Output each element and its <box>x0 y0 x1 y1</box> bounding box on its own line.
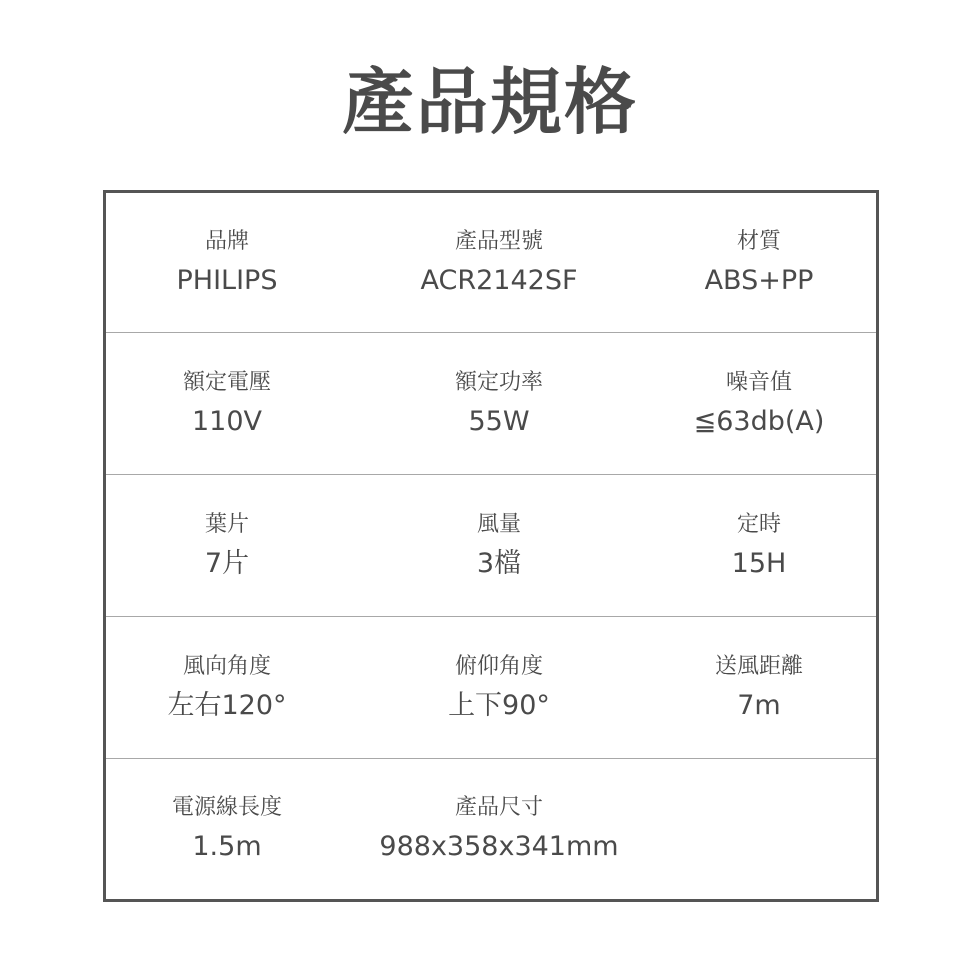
spec-row <box>106 474 876 616</box>
spec-label: 送風距離 <box>714 653 803 679</box>
spec-value: 15H <box>731 547 787 579</box>
spec-value: 左右120° <box>167 689 287 721</box>
spec-row <box>106 616 876 758</box>
spec-label: 定時 <box>736 511 781 537</box>
spec-value: 7m <box>737 689 781 721</box>
spec-cell-rated-voltage <box>106 333 388 474</box>
spec-cell-blades <box>106 475 388 616</box>
spec-row <box>106 758 876 899</box>
spec-cell-rated-power <box>388 333 630 474</box>
spec-value: 1.5m <box>192 831 262 862</box>
spec-cell-airflow <box>388 475 630 616</box>
spec-row <box>106 332 876 474</box>
spec-label: 葉片 <box>204 511 249 537</box>
spec-value: 55W <box>468 405 530 437</box>
spec-label: 品牌 <box>204 228 249 254</box>
spec-cell-cord-length <box>106 759 388 899</box>
spec-label: 電源線長度 <box>171 795 282 820</box>
spec-label: 產品型號 <box>454 228 543 254</box>
spec-label: 俯仰角度 <box>454 653 543 679</box>
spec-label: 材質 <box>736 228 781 254</box>
spec-label: 風向角度 <box>182 653 271 679</box>
spec-label: 噪音值 <box>725 369 792 395</box>
spec-value: 988x358x341mm <box>379 831 619 862</box>
spec-row <box>106 193 876 332</box>
spec-value: 3檔 <box>476 547 522 579</box>
spec-cell-model <box>388 193 630 332</box>
spec-cell-brand <box>106 193 388 332</box>
spec-value: ABS+PP <box>704 264 814 296</box>
spec-label: 產品尺寸 <box>454 795 543 820</box>
spec-value: ≦63db(A) <box>693 405 825 437</box>
spec-cell-swing-angle <box>106 617 388 758</box>
spec-cell-material <box>630 193 876 332</box>
spec-value: ACR2142SF <box>420 264 578 296</box>
spec-label: 風量 <box>476 511 521 537</box>
spec-value: 上下90° <box>448 689 550 721</box>
spec-label: 額定電壓 <box>182 369 271 395</box>
spec-cell-empty <box>630 759 876 899</box>
spec-cell-tilt-angle <box>388 617 630 758</box>
spec-value: 110V <box>191 405 262 437</box>
spec-value: 7片 <box>204 547 250 579</box>
spec-table <box>103 190 879 902</box>
page-title: 產品規格 <box>341 60 638 144</box>
spec-cell-dimensions <box>379 759 630 899</box>
spec-cell-noise-level <box>630 333 876 474</box>
spec-label: 額定功率 <box>454 369 543 395</box>
spec-value: PHILIPS <box>176 264 278 296</box>
spec-cell-timer <box>630 475 876 616</box>
spec-cell-air-distance <box>630 617 876 758</box>
